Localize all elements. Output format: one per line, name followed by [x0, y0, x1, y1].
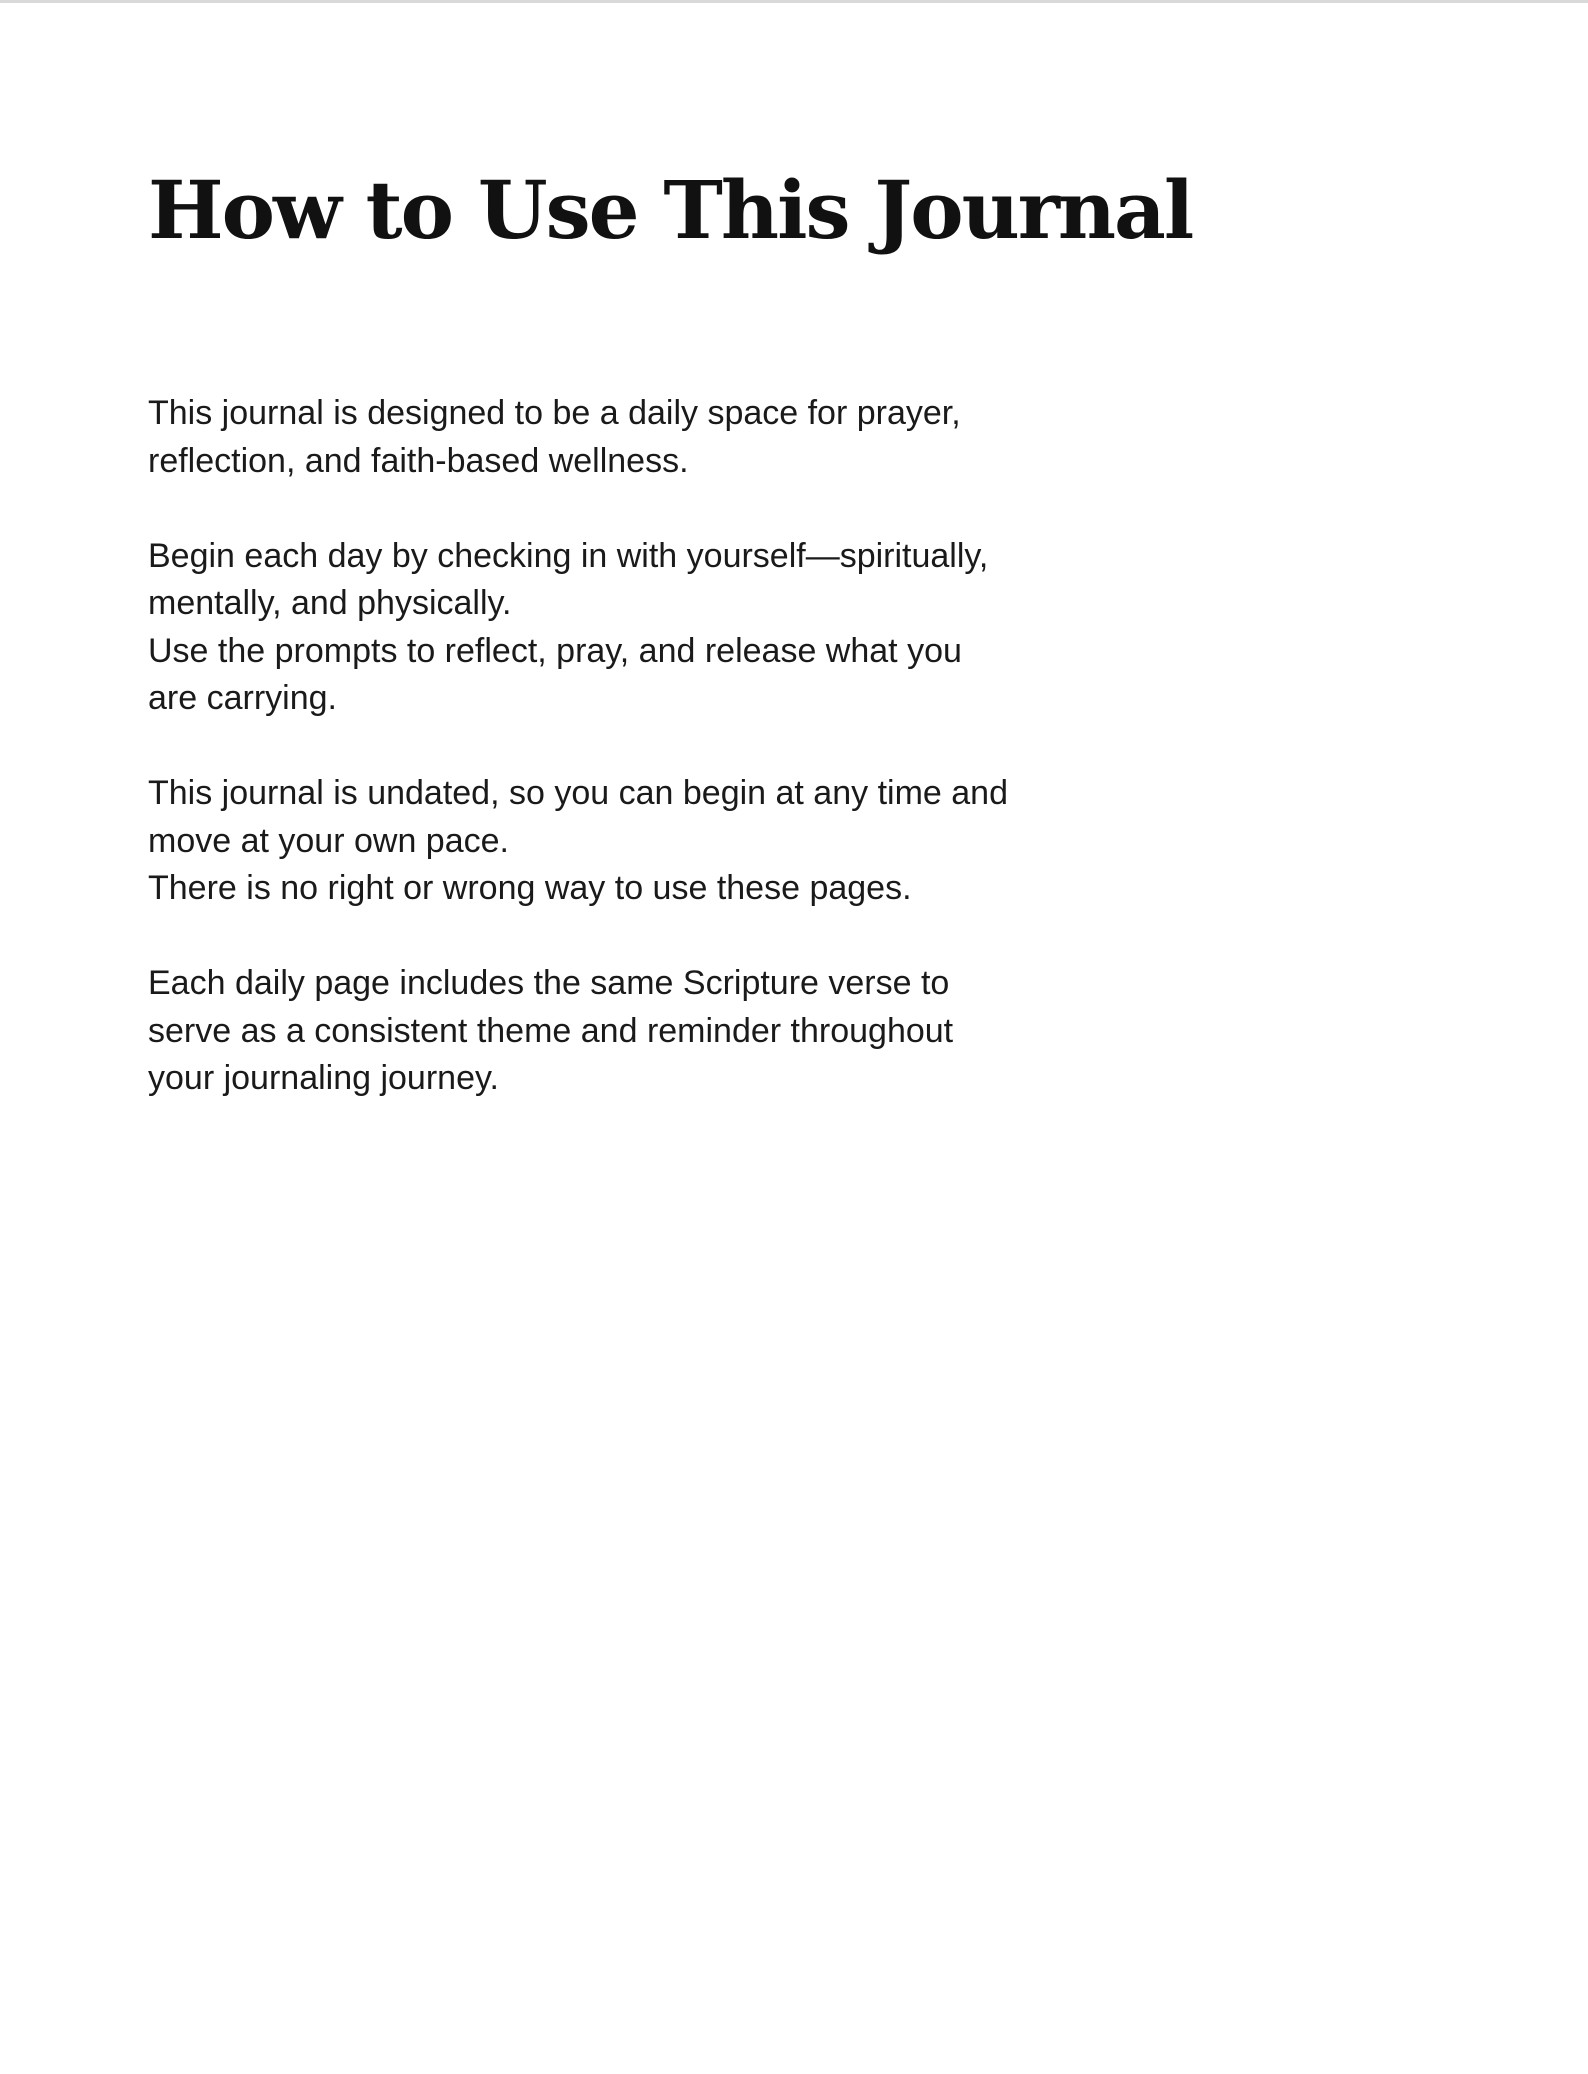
text-line: Begin each day by checking in with yourself—spiritually, [148, 536, 989, 575]
paragraph-undated [148, 770, 1148, 913]
text-line: reflection, and faith-based wellness. [148, 441, 689, 480]
text-line: Each daily page includes the same Scripture verse to [148, 964, 950, 1002]
text-line: are carrying. [148, 679, 337, 717]
text-line: move at your own pace. [148, 821, 509, 860]
page-top-border [0, 0, 1588, 3]
page-title: How to Use This Journal [148, 163, 1193, 257]
text-line: serve as a consistent theme and reminder throughout [148, 1011, 954, 1050]
paragraph-scripture [148, 960, 1148, 1103]
text-line: your journaling journey. [148, 1059, 499, 1097]
text-line: Use the prompts to reflect, pray, and release what you [148, 631, 962, 670]
text-line: This journal is undated, so you can begin at any time and [148, 774, 1008, 812]
paragraph-purpose [148, 390, 1148, 485]
journal-page [148, 150, 1193, 1097]
instructions-body [148, 390, 1148, 1150]
text-line: This journal is designed to be a daily space for prayer, [148, 394, 961, 432]
text-line: There is no right or wrong way to use these pages. [148, 869, 912, 907]
text-line: mentally, and physically. [148, 584, 512, 622]
paragraph-daily-checkin [148, 533, 1148, 723]
